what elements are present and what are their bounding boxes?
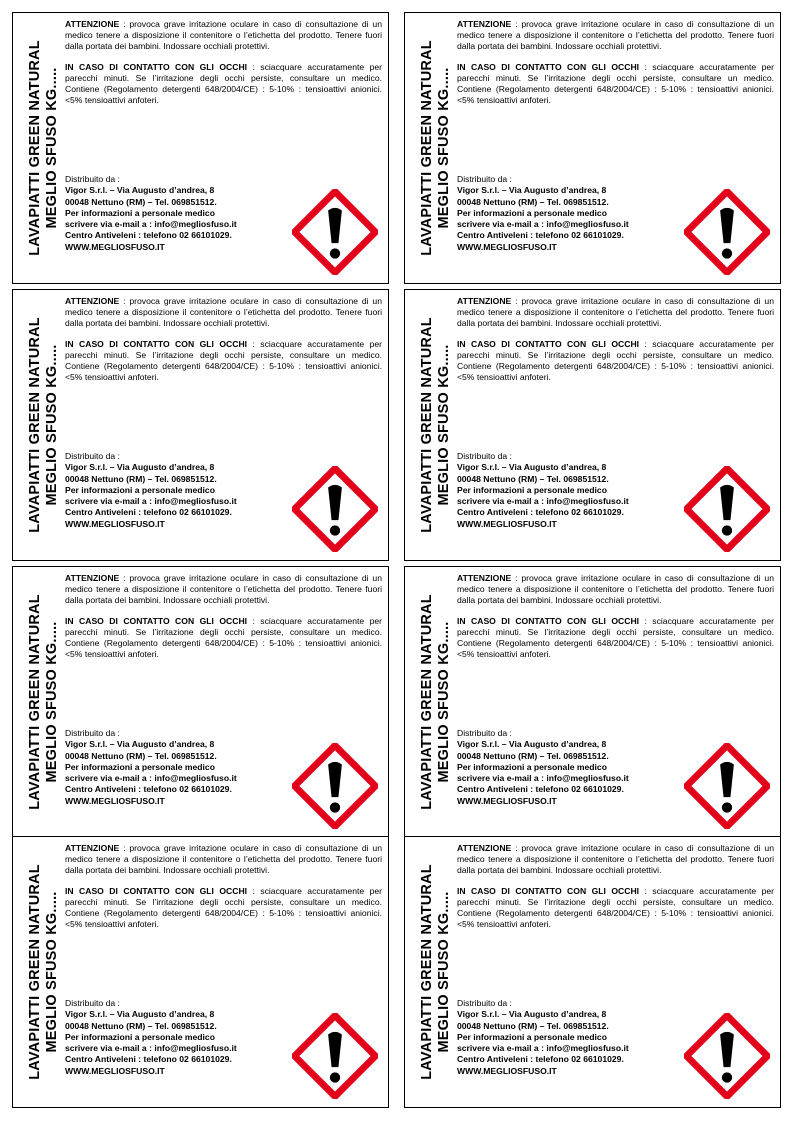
website-line: WWW.MEGLIOSFUSO.IT	[65, 1065, 165, 1076]
hazard-text	[65, 843, 382, 930]
medical-info-line: Per informazioni a personale medico	[457, 761, 607, 772]
product-label	[404, 289, 781, 561]
medical-info-line: Per informazioni a personale medico	[65, 1031, 215, 1042]
product-title-line1: LAVAPIATTI GREEN NATURAL	[419, 594, 436, 810]
warning-heading: ATTENZIONE	[65, 573, 120, 583]
product-label	[404, 12, 781, 284]
warning-text: : provoca grave irritazione oculare in caso di consultazione di un medico tenere a disposizione il contenitore o l’etichetta del prodotto. Tenere fuori dalla portata dei bambini. Indossare occhiali protettivi.	[457, 573, 774, 606]
hazard-text	[65, 573, 382, 660]
product-title	[19, 298, 69, 552]
company-address: Vigor S.r.l. – Via Augusto d’andrea, 8	[65, 739, 215, 750]
product-title	[19, 845, 69, 1099]
product-title-line1: LAVAPIATTI GREEN NATURAL	[419, 317, 436, 533]
warning-heading: ATTENZIONE	[65, 296, 120, 306]
product-label	[12, 289, 389, 561]
ghs-exclamation-mark-icon	[292, 743, 378, 829]
warning-paragraph	[457, 19, 774, 53]
ghs-exclamation-mark-icon	[292, 1013, 378, 1099]
distributor-block	[65, 451, 237, 530]
first-aid-heading: IN CASO DI CONTATTO CON GLI OCCHI	[457, 61, 640, 72]
first-aid-text: : sciacquare accuratamente per parecchi minuti. Se l’irritazione degli occhi persiste, consultare un medico. Contiene (Regolamento detergenti 648/2004/CE) : 5-10% : tensioattivi anionici. <5% tensioattivi anfoteri.	[65, 61, 382, 106]
ghs-exclamation-mark-icon	[684, 189, 770, 275]
medical-info-line: Per informazioni a personale medico	[457, 1031, 607, 1042]
hazard-text	[457, 19, 774, 106]
distributed-by-label: Distribuito da :	[65, 727, 120, 738]
product-title	[411, 845, 461, 1099]
medical-info-line: Per informazioni a personale medico	[65, 484, 215, 495]
company-address: Vigor S.r.l. – Via Augusto d’andrea, 8	[457, 462, 607, 473]
product-title	[411, 21, 461, 275]
first-aid-text: : sciacquare accuratamente per parecchi minuti. Se l’irritazione degli occhi persiste, consultare un medico. Contiene (Regolamento detergenti 648/2004/CE) : 5-10% : tensioattivi anionici. <5% tensioattivi anfoteri.	[457, 338, 774, 383]
medical-info-line: Per informazioni a personale medico	[457, 207, 607, 218]
first-aid-paragraph	[65, 886, 382, 931]
product-title-line2: MEGLIO SFUSO KG.....	[436, 344, 453, 506]
first-aid-heading: IN CASO DI CONTATTO CON GLI OCCHI	[65, 338, 248, 349]
warning-paragraph	[65, 573, 382, 607]
warning-heading: ATTENZIONE	[65, 19, 120, 29]
warning-paragraph	[65, 843, 382, 877]
first-aid-text: : sciacquare accuratamente per parecchi minuti. Se l’irritazione degli occhi persiste, consultare un medico. Contiene (Regolamento detergenti 648/2004/CE) : 5-10% : tensioattivi anionici. <5% tensioattivi anfoteri.	[65, 615, 382, 660]
website-line: WWW.MEGLIOSFUSO.IT	[65, 241, 165, 252]
hazard-text	[457, 296, 774, 383]
first-aid-heading: IN CASO DI CONTATTO CON GLI OCCHI	[457, 885, 640, 896]
ghs-exclamation-mark-icon	[292, 189, 378, 275]
first-aid-heading: IN CASO DI CONTATTO CON GLI OCCHI	[457, 338, 640, 349]
warning-heading: ATTENZIONE	[65, 843, 120, 853]
city-phone: 00048 Nettuno (RM) – Tel. 069851512.	[65, 473, 217, 484]
email-line: scrivere via e-mail a : info@megliosfuso.it	[65, 773, 237, 784]
company-address: Vigor S.r.l. – Via Augusto d’andrea, 8	[457, 185, 607, 196]
first-aid-paragraph	[65, 616, 382, 661]
distributed-by-label: Distribuito da :	[65, 997, 120, 1008]
website-line: WWW.MEGLIOSFUSO.IT	[65, 795, 165, 806]
product-title-line1: LAVAPIATTI GREEN NATURAL	[27, 40, 44, 256]
product-title-line1: LAVAPIATTI GREEN NATURAL	[419, 864, 436, 1080]
first-aid-paragraph	[65, 339, 382, 384]
product-title-line1: LAVAPIATTI GREEN NATURAL	[27, 317, 44, 533]
city-phone: 00048 Nettuno (RM) – Tel. 069851512.	[457, 196, 609, 207]
ghs-exclamation-mark-icon	[684, 743, 770, 829]
product-title-line2: MEGLIO SFUSO KG.....	[44, 344, 61, 506]
first-aid-heading: IN CASO DI CONTATTO CON GLI OCCHI	[65, 615, 248, 626]
website-line: WWW.MEGLIOSFUSO.IT	[65, 518, 165, 529]
first-aid-paragraph	[457, 62, 774, 107]
product-title	[19, 21, 69, 275]
product-title-line1: LAVAPIATTI GREEN NATURAL	[27, 594, 44, 810]
email-line: scrivere via e-mail a : info@megliosfuso.it	[457, 1043, 629, 1054]
distributed-by-label: Distribuito da :	[457, 173, 512, 184]
warning-paragraph	[457, 296, 774, 330]
poison-center-line: Centro Antiveleni : telefono 02 66101029.	[457, 230, 624, 241]
warning-text: : provoca grave irritazione oculare in caso di consultazione di un medico tenere a disposizione il contenitore o l’etichetta del prodotto. Tenere fuori dalla portata dei bambini. Indossare occhiali protettivi.	[65, 19, 382, 52]
city-phone: 00048 Nettuno (RM) – Tel. 069851512.	[65, 1020, 217, 1031]
company-address: Vigor S.r.l. – Via Augusto d’andrea, 8	[457, 739, 607, 750]
hazard-text	[65, 19, 382, 106]
first-aid-text: : sciacquare accuratamente per parecchi minuti. Se l’irritazione degli occhi persiste, consultare un medico. Contiene (Regolamento detergenti 648/2004/CE) : 5-10% : tensioattivi anionici. <5% tensioattivi anfoteri.	[457, 61, 774, 106]
warning-paragraph	[457, 573, 774, 607]
product-title	[19, 575, 69, 829]
warning-text: : provoca grave irritazione oculare in caso di consultazione di un medico tenere a disposizione il contenitore o l’etichetta del prodotto. Tenere fuori dalla portata dei bambini. Indossare occhiali protettivi.	[65, 573, 382, 606]
poison-center-line: Centro Antiveleni : telefono 02 66101029.	[65, 1054, 232, 1065]
distributed-by-label: Distribuito da :	[65, 173, 120, 184]
medical-info-line: Per informazioni a personale medico	[457, 484, 607, 495]
email-line: scrivere via e-mail a : info@megliosfuso.it	[457, 496, 629, 507]
email-line: scrivere via e-mail a : info@megliosfuso.it	[457, 773, 629, 784]
first-aid-paragraph	[457, 339, 774, 384]
company-address: Vigor S.r.l. – Via Augusto d’andrea, 8	[65, 185, 215, 196]
city-phone: 00048 Nettuno (RM) – Tel. 069851512.	[457, 750, 609, 761]
email-line: scrivere via e-mail a : info@megliosfuso.it	[65, 1043, 237, 1054]
product-title-line1: LAVAPIATTI GREEN NATURAL	[27, 864, 44, 1080]
poison-center-line: Centro Antiveleni : telefono 02 66101029.	[65, 507, 232, 518]
distributor-block	[65, 728, 237, 807]
website-line: WWW.MEGLIOSFUSO.IT	[457, 795, 557, 806]
product-title	[411, 298, 461, 552]
distributor-block	[65, 998, 237, 1077]
first-aid-paragraph	[457, 886, 774, 931]
first-aid-text: : sciacquare accuratamente per parecchi minuti. Se l’irritazione degli occhi persiste, consultare un medico. Contiene (Regolamento detergenti 648/2004/CE) : 5-10% : tensioattivi anionici. <5% tensioattivi anfoteri.	[65, 338, 382, 383]
medical-info-line: Per informazioni a personale medico	[65, 761, 215, 772]
first-aid-heading: IN CASO DI CONTATTO CON GLI OCCHI	[65, 885, 248, 896]
poison-center-line: Centro Antiveleni : telefono 02 66101029.	[457, 507, 624, 518]
hazard-text	[65, 296, 382, 383]
product-label	[404, 566, 781, 838]
email-line: scrivere via e-mail a : info@megliosfuso.it	[65, 219, 237, 230]
distributor-block	[457, 174, 629, 253]
distributed-by-label: Distribuito da :	[457, 727, 512, 738]
city-phone: 00048 Nettuno (RM) – Tel. 069851512.	[457, 473, 609, 484]
warning-heading: ATTENZIONE	[457, 573, 512, 583]
warning-paragraph	[457, 843, 774, 877]
product-title-line2: MEGLIO SFUSO KG.....	[436, 621, 453, 783]
city-phone: 00048 Nettuno (RM) – Tel. 069851512.	[65, 750, 217, 761]
warning-text: : provoca grave irritazione oculare in caso di consultazione di un medico tenere a disposizione il contenitore o l’etichetta del prodotto. Tenere fuori dalla portata dei bambini. Indossare occhiali protettivi.	[65, 843, 382, 876]
distributed-by-label: Distribuito da :	[65, 450, 120, 461]
warning-heading: ATTENZIONE	[457, 296, 512, 306]
product-title-line2: MEGLIO SFUSO KG.....	[44, 621, 61, 783]
distributor-block	[457, 728, 629, 807]
warning-text: : provoca grave irritazione oculare in caso di consultazione di un medico tenere a disposizione il contenitore o l’etichetta del prodotto. Tenere fuori dalla portata dei bambini. Indossare occhiali protettivi.	[457, 296, 774, 329]
first-aid-heading: IN CASO DI CONTATTO CON GLI OCCHI	[65, 61, 248, 72]
ghs-exclamation-mark-icon	[292, 466, 378, 552]
product-label	[12, 836, 389, 1108]
distributor-block	[457, 451, 629, 530]
poison-center-line: Centro Antiveleni : telefono 02 66101029.	[65, 230, 232, 241]
product-label	[12, 566, 389, 838]
warning-paragraph	[65, 19, 382, 53]
email-line: scrivere via e-mail a : info@megliosfuso.it	[65, 496, 237, 507]
warning-text: : provoca grave irritazione oculare in caso di consultazione di un medico tenere a disposizione il contenitore o l’etichetta del prodotto. Tenere fuori dalla portata dei bambini. Indossare occhiali protettivi.	[65, 296, 382, 329]
first-aid-text: : sciacquare accuratamente per parecchi minuti. Se l’irritazione degli occhi persiste, consultare un medico. Contiene (Regolamento detergenti 648/2004/CE) : 5-10% : tensioattivi anionici. <5% tensioattivi anfoteri.	[457, 615, 774, 660]
product-title-line2: MEGLIO SFUSO KG.....	[436, 67, 453, 229]
product-title	[411, 575, 461, 829]
distributor-block	[457, 998, 629, 1077]
distributed-by-label: Distribuito da :	[457, 997, 512, 1008]
poison-center-line: Centro Antiveleni : telefono 02 66101029.	[457, 784, 624, 795]
poison-center-line: Centro Antiveleni : telefono 02 66101029.	[457, 1054, 624, 1065]
warning-heading: ATTENZIONE	[457, 19, 512, 29]
distributed-by-label: Distribuito da :	[457, 450, 512, 461]
product-title-line2: MEGLIO SFUSO KG.....	[44, 67, 61, 229]
medical-info-line: Per informazioni a personale medico	[65, 207, 215, 218]
warning-paragraph	[65, 296, 382, 330]
product-title-line2: MEGLIO SFUSO KG.....	[436, 891, 453, 1053]
first-aid-text: : sciacquare accuratamente per parecchi minuti. Se l’irritazione degli occhi persiste, consultare un medico. Contiene (Regolamento detergenti 648/2004/CE) : 5-10% : tensioattivi anionici. <5% tensioattivi anfoteri.	[457, 885, 774, 930]
hazard-text	[457, 573, 774, 660]
email-line: scrivere via e-mail a : info@megliosfuso.it	[457, 219, 629, 230]
first-aid-heading: IN CASO DI CONTATTO CON GLI OCCHI	[457, 615, 640, 626]
city-phone: 00048 Nettuno (RM) – Tel. 069851512.	[457, 1020, 609, 1031]
website-line: WWW.MEGLIOSFUSO.IT	[457, 1065, 557, 1076]
warning-heading: ATTENZIONE	[457, 843, 512, 853]
product-title-line2: MEGLIO SFUSO KG.....	[44, 891, 61, 1053]
warning-text: : provoca grave irritazione oculare in caso di consultazione di un medico tenere a disposizione il contenitore o l’etichetta del prodotto. Tenere fuori dalla portata dei bambini. Indossare occhiali protettivi.	[457, 19, 774, 52]
company-address: Vigor S.r.l. – Via Augusto d’andrea, 8	[65, 462, 215, 473]
company-address: Vigor S.r.l. – Via Augusto d’andrea, 8	[457, 1009, 607, 1020]
warning-text: : provoca grave irritazione oculare in caso di consultazione di un medico tenere a disposizione il contenitore o l’etichetta del prodotto. Tenere fuori dalla portata dei bambini. Indossare occhiali protettivi.	[457, 843, 774, 876]
ghs-exclamation-mark-icon	[684, 466, 770, 552]
product-title-line1: LAVAPIATTI GREEN NATURAL	[419, 40, 436, 256]
distributor-block	[65, 174, 237, 253]
hazard-text	[457, 843, 774, 930]
first-aid-paragraph	[457, 616, 774, 661]
ghs-exclamation-mark-icon	[684, 1013, 770, 1099]
product-label	[404, 836, 781, 1108]
city-phone: 00048 Nettuno (RM) – Tel. 069851512.	[65, 196, 217, 207]
poison-center-line: Centro Antiveleni : telefono 02 66101029.	[65, 784, 232, 795]
product-label	[12, 12, 389, 284]
website-line: WWW.MEGLIOSFUSO.IT	[457, 518, 557, 529]
first-aid-text: : sciacquare accuratamente per parecchi minuti. Se l’irritazione degli occhi persiste, consultare un medico. Contiene (Regolamento detergenti 648/2004/CE) : 5-10% : tensioattivi anionici. <5% tensioattivi anfoteri.	[65, 885, 382, 930]
first-aid-paragraph	[65, 62, 382, 107]
website-line: WWW.MEGLIOSFUSO.IT	[457, 241, 557, 252]
company-address: Vigor S.r.l. – Via Augusto d’andrea, 8	[65, 1009, 215, 1020]
